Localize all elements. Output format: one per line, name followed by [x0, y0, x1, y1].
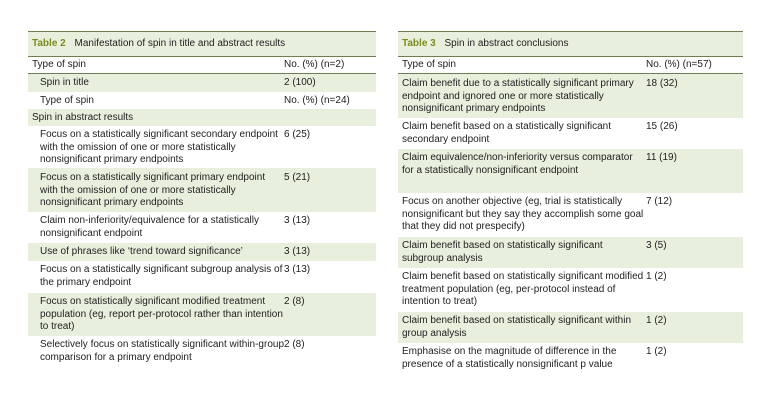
table-2-col-count-header: No. (%) (n=2)	[284, 59, 345, 70]
table-2-title	[28, 31, 376, 57]
row-value: 5 (21)	[284, 172, 311, 183]
table-row	[398, 149, 743, 193]
row-value: 15 (26)	[646, 121, 678, 132]
row-value: 11 (19)	[646, 152, 677, 163]
row-value: 6 (25)	[284, 129, 311, 140]
table-row	[28, 336, 376, 368]
row-value: 3 (5)	[646, 240, 667, 251]
row-value: 7 (12)	[646, 196, 673, 207]
row-value: 1 (2)	[646, 346, 667, 357]
table-3-label: Table 3	[402, 38, 436, 49]
row-value: 1 (2)	[646, 271, 667, 282]
row-label: Focus on another objective (eg, trial is statistically nonsignificant but they say they accomplish some goal that they did not prespecify)	[402, 196, 644, 232]
table-2-caption: Manifestation of spin in title and abstract results	[74, 38, 286, 49]
table-row	[398, 237, 743, 268]
table-3-col-type-header: Type of spin	[402, 59, 456, 70]
row-label: Focus on a statistically significant subgroup analysis of the primary endpoint	[40, 264, 283, 288]
table-2-label: Table 2	[32, 38, 66, 49]
table-row	[28, 74, 376, 92]
row-label: Focus on a statistically significant primary endpoint with the omission of one or more statistically nonsignificant primary endpoints	[40, 172, 266, 208]
row-label: Focus on statistically significant modified treatment population (eg, report per-protocol rather than intention to treat)	[40, 296, 283, 332]
row-value: 3 (13)	[284, 246, 311, 257]
row-label: Claim benefit due to a statistically significant primary endpoint and ignored one or more statistically nonsignificant primary endpoints	[402, 78, 634, 114]
table-2	[28, 31, 376, 368]
row-label: Claim non-inferiority/equivalence for a statistically nonsignificant endpoint	[40, 215, 259, 239]
table-row	[28, 168, 376, 212]
table-3	[398, 31, 743, 375]
row-value: 2 (8)	[284, 296, 305, 307]
row-label: Selectively focus on statistically significant within-group comparison for a primary endpoint	[40, 339, 284, 363]
row-label: Claim benefit based on a statistically significant secondary endpoint	[402, 121, 611, 145]
row-label: Use of phrases like ‘trend toward significance’	[40, 246, 243, 257]
section-row	[28, 109, 376, 126]
table-row	[398, 312, 743, 343]
table-row	[398, 74, 743, 118]
table-row	[28, 212, 376, 243]
table-row	[398, 118, 743, 149]
table-row	[28, 126, 376, 168]
table-3-col-count-header: No. (%) (n=57)	[646, 59, 712, 70]
table-3-caption: Spin in abstract conclusions	[444, 38, 569, 49]
row-label: Type of spin	[40, 95, 94, 106]
row-value: 3 (13)	[284, 215, 311, 226]
table-row	[28, 293, 376, 336]
row-label: Emphasise on the magnitude of difference in the presence of a statistically nonsignificant p value	[402, 346, 617, 370]
table-3-header-row	[398, 57, 743, 74]
row-label: Spin in title	[40, 77, 89, 88]
row-value: No. (%) (n=24)	[284, 95, 350, 106]
row-value: 2 (100)	[284, 77, 316, 88]
row-value: 2 (8)	[284, 339, 305, 350]
row-label: Claim benefit based on statistically significant subgroup analysis	[402, 240, 603, 264]
table-row	[28, 92, 376, 109]
table-2-col-type-header: Type of spin	[32, 59, 86, 70]
table-row	[28, 243, 376, 261]
row-label: Claim equivalence/non-inferiority versus comparator for a statistically nonsignificant endpoint	[402, 152, 633, 176]
row-value: 18 (32)	[646, 78, 678, 89]
table-3-title	[398, 31, 743, 57]
table-2-header-row	[28, 57, 376, 74]
table-row	[398, 193, 743, 237]
row-value: 1 (2)	[646, 315, 667, 326]
row-label: Claim benefit based on statistically significant within group analysis	[402, 315, 631, 339]
row-label: Focus on a statistically significant secondary endpoint with the omission of one or more statistically nonsignificant primary endpoints	[40, 129, 278, 165]
row-label: Claim benefit based on statistically significant modified treatment population (eg, per-protocol instead of intention to treat)	[402, 271, 644, 307]
table-row	[398, 343, 743, 375]
table-row	[28, 261, 376, 293]
table-row	[398, 268, 743, 312]
row-value: 3 (13)	[284, 264, 311, 275]
section-label: Spin in abstract results	[32, 112, 134, 123]
